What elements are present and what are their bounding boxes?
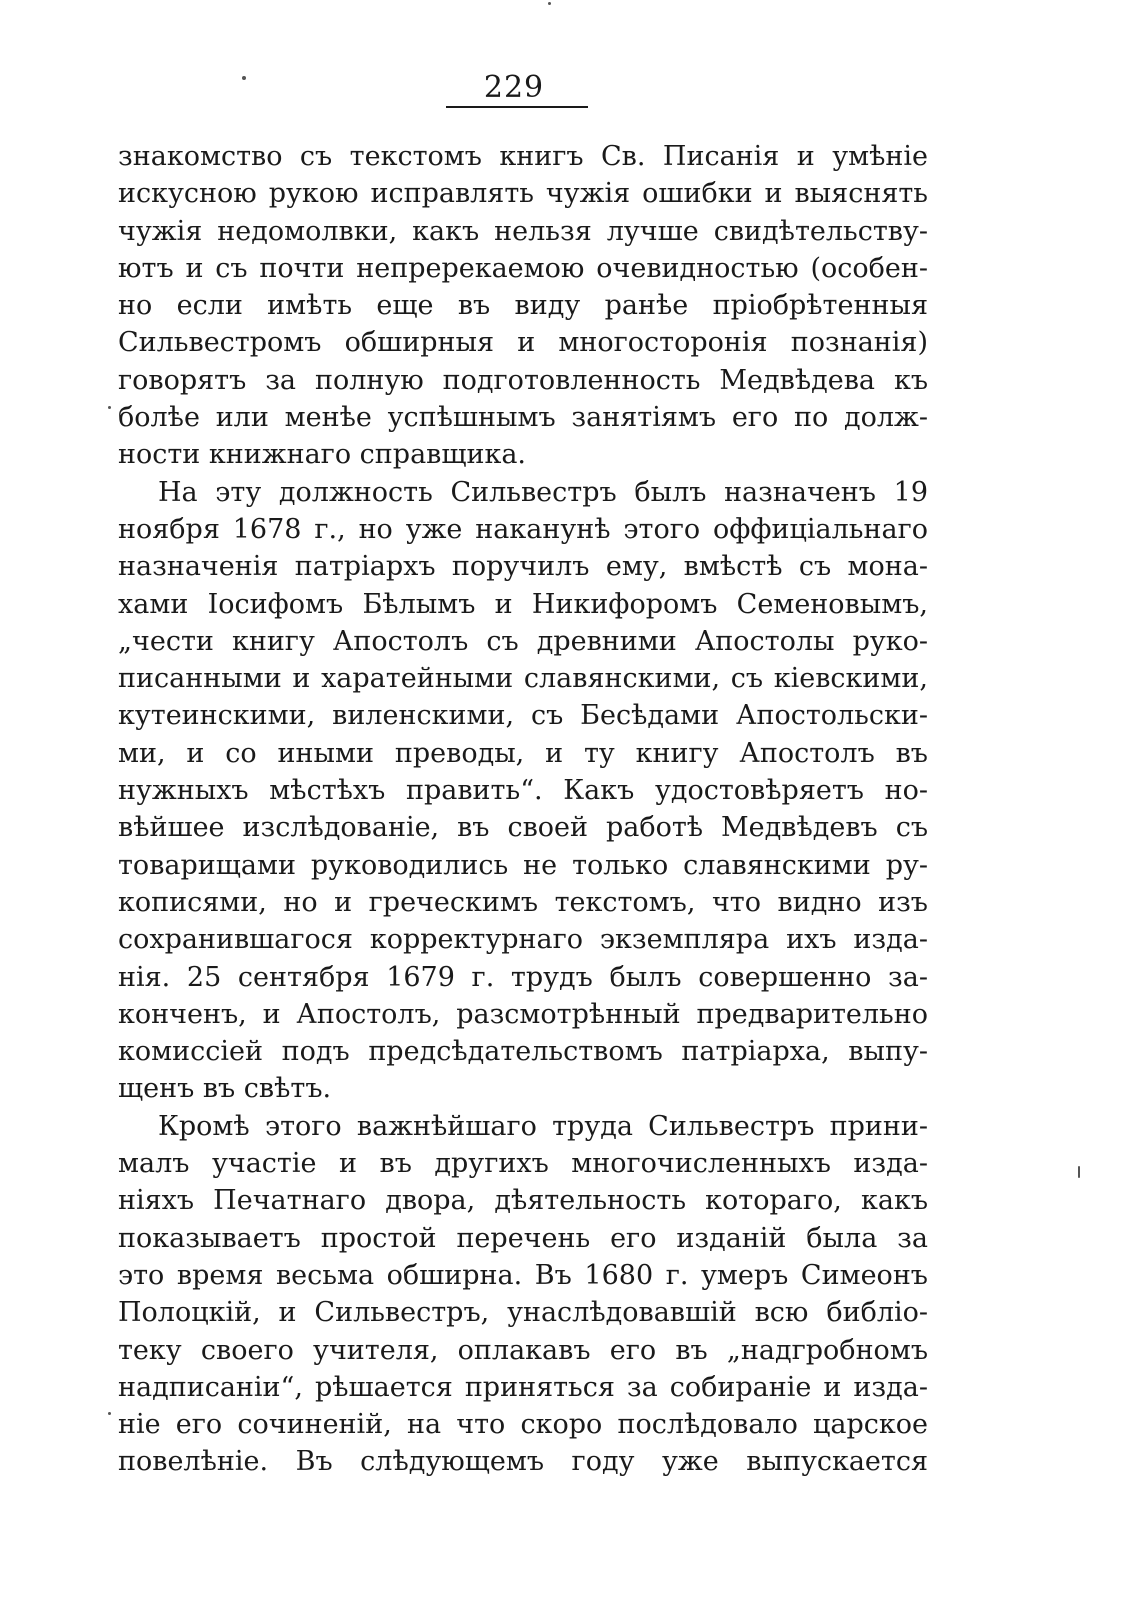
text-line: кутеинскими, виленскими, съ Бесѣдами Апостольски- xyxy=(118,700,928,732)
text-line: кописями, но и греческимъ текстомъ, что видно изъ xyxy=(118,886,928,918)
scan-speck xyxy=(242,76,246,80)
scan-speck xyxy=(108,1412,111,1415)
text-line: говорятъ за полную подготовленность Медвѣдева къ xyxy=(118,364,928,396)
text-line: теку своего учителя, оплакавъ его въ „надгробномъ xyxy=(118,1334,928,1366)
text-line: но если имѣть еще въ виду ранѣе пріобрѣтенныя xyxy=(118,290,928,322)
text-line: знакомство съ текстомъ книгъ Св. Писанія и умѣніе xyxy=(118,141,928,172)
page-number: 229 xyxy=(483,70,545,105)
scan-speck xyxy=(548,2,551,5)
text-line: это время весьма обширна. Въ 1680 г. умеръ Симеонъ xyxy=(118,1259,928,1291)
text-line: нужныхъ мѣстѣхъ править“. Какъ удостовѣряетъ но- xyxy=(118,775,928,807)
scan-speck xyxy=(108,406,111,409)
text-line: назначенія патріархъ поручилъ ему, вмѣстѣ съ мона- xyxy=(118,551,928,583)
text-line: ніяхъ Печатнаго двора, дѣятельность котораго, какъ xyxy=(118,1185,928,1217)
text-line: ми, и со иными преводы, и ту книгу Апостолъ въ xyxy=(118,737,928,769)
text-line: комиссіей подъ предсѣдательствомъ патріарха, выпу- xyxy=(118,1036,928,1068)
text-line: „чести книгу Апостолъ съ древними Апостолы руко- xyxy=(118,625,928,657)
text-line: ности книжнаго справщика. xyxy=(118,439,527,471)
text-line: писанными и харатейными славянскими, съ кіевскими, xyxy=(118,663,928,695)
text-line: Кромѣ этого важнѣйшаго труда Сильвестръ прини- xyxy=(158,1110,928,1142)
text-line: товарищами руководились не только славянскими ру- xyxy=(118,849,928,881)
scan-speck xyxy=(1078,1166,1080,1178)
text-line: хами Іосифомъ Бѣлымъ и Никифоромъ Семеновымъ, xyxy=(118,588,928,620)
text-line: искусною рукою исправлять чужія ошибки и выяснять xyxy=(118,178,928,210)
text-line: На эту должность Сильвестръ былъ назначенъ 19 xyxy=(158,476,928,508)
body-text xyxy=(118,138,928,1481)
text-line: малъ участіе и въ другихъ многочисленныхъ изда- xyxy=(118,1148,928,1180)
text-line: ноября 1678 г., но уже наканунѣ этого оффиціальнаго xyxy=(118,513,928,545)
text-line: щенъ въ свѣтъ. xyxy=(118,1073,332,1105)
text-line: сохранившагося корректурнаго экземпляра ихъ изда- xyxy=(118,924,928,956)
text-line: ніе его сочиненій, на что скоро послѣдовало царское xyxy=(118,1409,928,1441)
text-line: показываетъ простой перечень его изданій была за xyxy=(118,1222,928,1254)
text-line: повелѣніе. Въ слѣдующемъ году уже выпускается xyxy=(118,1446,928,1478)
text-line: ютъ и съ почти непререкаемою очевидностью (особен- xyxy=(118,252,928,284)
text-line: Полоцкій, и Сильвестръ, унаслѣдовавшій всю библіо- xyxy=(118,1297,928,1329)
text-line: вѣйшее изслѣдованіе, въ своей работѣ Медвѣдевъ съ xyxy=(118,812,928,844)
text-line: нія. 25 сентября 1679 г. трудъ былъ совершенно за- xyxy=(118,961,928,993)
text-line: болѣе или менѣе успѣшнымъ занятіямъ его по долж- xyxy=(118,402,928,434)
text-line: Сильвестромъ обширныя и многосторонія познанія) xyxy=(118,327,928,359)
text-line: конченъ, и Апостолъ, разсмотрѣнный предварительно xyxy=(118,998,928,1030)
text-line: чужія недомолвки, какъ нельзя лучше свидѣтельству- xyxy=(118,215,928,247)
header-rule xyxy=(446,106,588,108)
text-line: надписаніи“, рѣшается приняться за собираніе и изда- xyxy=(118,1371,928,1403)
